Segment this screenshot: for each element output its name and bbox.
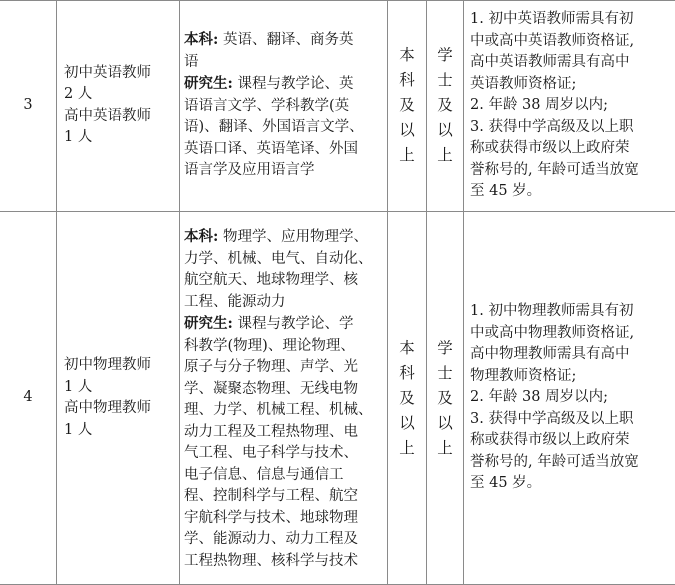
degree-char: 士	[437, 71, 453, 89]
major-line: 航空航天、地球物理学、核	[184, 272, 358, 288]
column-divider-1	[56, 0, 57, 585]
degree-char: 上	[437, 146, 453, 164]
major-line: 语)、翻译、外国语言文学、	[184, 119, 364, 136]
requirement-line: 誉称号的, 年龄可适当放宽	[470, 453, 639, 470]
requirement-line: 至 45 岁。	[470, 183, 542, 199]
education-char: 上	[399, 146, 415, 164]
position-line: 高中物理教师	[64, 400, 151, 416]
requirement-line: 中或高中物理教师资格证,	[470, 324, 635, 341]
degree-char: 学	[437, 46, 453, 64]
requirements-cell	[470, 9, 675, 209]
column-divider-5	[463, 0, 464, 585]
education-cell	[388, 0, 426, 211]
major-line: 英语口译、英语笔译、外国	[184, 140, 358, 157]
education-char: 以	[399, 413, 415, 432]
position-cell	[60, 0, 179, 211]
requirement-line: 3. 获得中学高级及以上职	[470, 410, 634, 427]
major-line: 本科: 英语、翻译、商务英	[184, 31, 354, 49]
requirement-line: 2. 年龄 38 周岁以内;	[470, 389, 608, 406]
requirement-line: 英语教师资格证;	[470, 75, 577, 92]
major-line: 研究生: 课程与教学论、学	[184, 315, 354, 332]
degree-char: 以	[437, 413, 453, 432]
major-line: 本科: 物理学、应用物理学、	[184, 228, 368, 245]
requirement-line: 3. 获得中学高级及以上职	[470, 118, 634, 135]
major-cell	[184, 0, 387, 211]
degree-char: 及	[437, 388, 453, 407]
degree-char: 以	[437, 121, 453, 139]
major-line: 程、控制科学与工程、航空	[184, 488, 358, 504]
requirement-line: 物理教师资格证;	[470, 367, 577, 384]
row-number: 4	[23, 389, 33, 406]
education-char: 科	[399, 363, 415, 382]
major-line: 电子信息、信息与通信工	[184, 466, 344, 483]
grad-label: 研究生:	[184, 315, 233, 332]
requirements-cell	[470, 212, 675, 584]
major-line: 力学、机械、电气、自动化、	[184, 250, 373, 267]
education-char: 科	[399, 71, 415, 89]
major-line: 语言学及应用语言学	[184, 162, 315, 179]
major-line: 研究生: 课程与教学论、英	[184, 75, 354, 93]
grad-label: 研究生:	[184, 75, 233, 93]
major-line: 语语言文学、学科教学(英	[184, 97, 350, 114]
requirement-line: 1. 初中物理教师需具有初	[470, 303, 634, 320]
requirement-line: 高中物理教师需具有高中	[470, 346, 630, 363]
requirement-line: 2. 年龄 38 周岁以内;	[470, 97, 608, 113]
degree-cell	[427, 0, 463, 211]
major-line: 工程、能源动力	[184, 293, 286, 310]
degree-char: 及	[437, 96, 453, 114]
education-char: 及	[399, 96, 415, 114]
degree-char: 上	[437, 438, 453, 457]
major-line: 宇航科学与技术、地球物理	[184, 509, 358, 526]
requirement-line: 称或获得市级以上政府荣	[470, 432, 630, 449]
undergrad-label: 本科:	[184, 31, 219, 49]
degree-cell	[427, 212, 463, 584]
major-line: 科教学(物理)、理论物理、	[184, 337, 355, 354]
degree-char: 学	[437, 338, 453, 357]
education-char: 本	[399, 338, 415, 357]
degree-char: 士	[437, 363, 453, 382]
education-char: 上	[399, 438, 415, 457]
position-line: 1 人	[64, 421, 93, 438]
requirement-line: 誉称号的, 年龄可适当放宽	[470, 161, 639, 178]
major-line: 语	[184, 53, 199, 70]
requirement-line: 中或高中英语教师资格证,	[470, 32, 635, 49]
column-divider-2	[179, 0, 180, 585]
row-number: 3	[23, 96, 33, 113]
requirement-line: 高中英语教师需具有高中	[470, 54, 630, 70]
requirement-line: 至 45 岁。	[470, 475, 542, 492]
position-line: 2 人	[64, 86, 93, 102]
position-line: 高中英语教师	[64, 107, 151, 124]
requirement-line: 1. 初中英语教师需具有初	[470, 11, 634, 27]
education-char: 以	[399, 121, 415, 139]
position-line: 1 人	[64, 378, 93, 395]
major-line: 工程热物理、核科学与技术	[184, 552, 358, 569]
education-cell	[388, 212, 426, 584]
requirement-line: 称或获得市级以上政府荣	[470, 140, 630, 156]
education-char: 本	[399, 46, 415, 64]
major-line: 气工程、电子科学与技术、	[184, 445, 358, 461]
major-line: 动力工程及工程热物理、电	[184, 423, 358, 440]
major-line: 学、凝聚态物理、无线电物	[184, 380, 358, 397]
major-line: 学、能源动力、动力工程及	[184, 531, 358, 547]
position-line: 初中英语教师	[64, 64, 151, 81]
row-number-cell	[0, 212, 56, 584]
position-line: 1 人	[64, 129, 93, 145]
major-line: 原子与分子物理、声学、光	[184, 359, 358, 375]
position-line: 初中物理教师	[64, 357, 151, 373]
row-number-cell	[0, 0, 56, 211]
undergrad-label: 本科:	[184, 228, 219, 245]
major-line: 理、力学、机械工程、机械、	[184, 402, 373, 418]
major-cell	[184, 226, 387, 582]
education-char: 及	[399, 388, 415, 407]
position-cell	[60, 212, 179, 584]
